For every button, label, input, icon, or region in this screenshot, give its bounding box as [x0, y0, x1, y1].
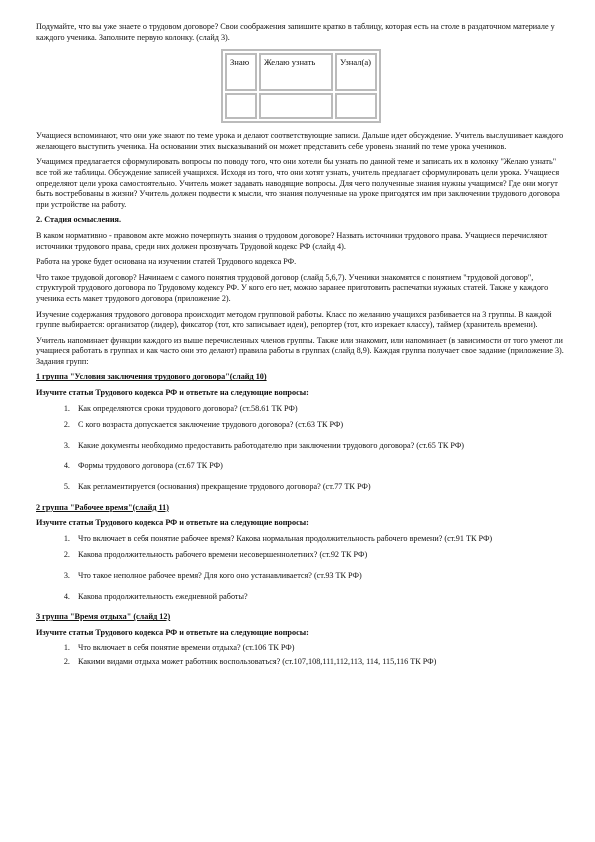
group-instruction: Изучите статьи Трудового кодекса РФ и ответьте на следующие вопросы: — [36, 518, 309, 528]
kwl-cell-empty — [225, 93, 257, 119]
question-item: 3. Что такое неполное рабочее время? Для кого оно устанавливается? (ст.93 ТК РФ) — [72, 571, 566, 582]
question-list — [36, 643, 566, 667]
paragraph: Работа на уроке будет основана на изучении статей Трудового кодекса РФ. — [36, 257, 297, 267]
kwl-table — [221, 49, 381, 123]
group-instruction: Изучите статьи Трудового кодекса РФ и ответьте на следующие вопросы: — [36, 388, 309, 398]
paragraph: Учащимся предлагается сформулировать вопросы по поводу того, что они хотели бы узнать по данной теме и записать их в колонку "Желаю узнать" все той же таблицы. Обсуждение записей учащихся. Исходя из того, что они хотят узнать, учитель предлагает сформулировать цели урока. Учащиеся определяют цели урока самостоятельно. Учитель может задавать наводящие вопросы. Для чего полученные знания нужны учащимся? Где они могут быть востребованы в жизни? Учитель должен подвести к мысли, что знания полученные на уроке пригодятся им при заключении трудового договора при устройстве на работу. — [36, 157, 560, 209]
question-item: 2. Какова продолжительность рабочего времени несовершеннолетних? (ст.92 ТК РФ) — [72, 550, 566, 561]
paragraph: Что такое трудовой договор? Начинаем с самого понятия трудовой договор (слайд 5,6,7). Ученики знакомятся с понятием "трудовой договор", структурой трудового договора по Трудовому кодексу РФ. У кого его нет, можно заранее приготовить распечатки нужных статей. Также у каждого ученика есть макет трудового договора (приложение 2). — [36, 272, 549, 303]
instruction-text: Изучите статьи Трудового кодекса РФ и ответьте на следующие вопросы — [36, 388, 307, 398]
kwl-table-wrap — [36, 49, 566, 123]
question-list — [36, 534, 566, 602]
paragraph: Изучение содержания трудового договора происходит методом групповой работы. Класс по желанию учащихся разбивается на 3 группы. В каждой группе выбирается: организатор (лидер), фиксатор (тот, кто записывает идеи), репортер (тот, кто изрекает классу), таймер (хранитель времени). — [36, 309, 552, 330]
question-item: 2. Какими видами отдыха может работник воспользоваться? (ст.107,108,111,112,113, 114, 115,116 ТК РФ) — [72, 657, 566, 668]
kwl-cell-empty — [259, 93, 333, 119]
question-item: 1. Что включает в себя понятие времени отдыха? (ст.106 ТК РФ) — [72, 643, 566, 654]
kwl-cell-empty — [335, 93, 377, 119]
question-item: 2. С кого возраста допускается заключение трудового договора? (ст.63 ТК РФ) — [72, 420, 566, 431]
kwl-header-want: Желаю узнать — [259, 53, 333, 91]
paragraph: Учитель напоминает функции каждого из выше перечисленных членов группы. Также или знакомит, или напоминает (в зависимости от того умеют ли учащиеся работать в группах и как часто они это делают) правила работы в группах (слайд 8,9). Каждая группа получает свое задание (приложение 3). Задания групп: — [36, 335, 564, 366]
paragraph: В каком нормативно - правовом акте можно почерпнуть знания о трудовом договоре? Назвать источники трудового права. Учащиеся перечисляют источники трудового права, среди них должен прозвучать Трудовой кодекс РФ (слайд 4). — [36, 230, 548, 251]
group-title: 1 группа "Условия заключения трудового договора"(слайд 10) — [36, 372, 267, 382]
kwl-header-learned: Узнал(а) — [335, 53, 377, 91]
question-item: 1. Как определяются сроки трудового договора? (ст.58.61 ТК РФ) — [72, 404, 566, 415]
question-item: 3. Какие документы необходимо предоставить работодателю при заключении трудового договора? (ст.65 ТК РФ) — [72, 441, 566, 452]
question-item: 4. Формы трудового договора (ст.67 ТК РФ) — [72, 461, 566, 472]
question-list — [36, 404, 566, 493]
question-item: 4. Какова продолжительность ежедневной работы? — [72, 592, 566, 603]
group-title: 3 группа "Время отдыха" (слайд 12) — [36, 612, 171, 622]
paragraph: Учащиеся вспоминают, что они уже знают по теме урока и делают соответствующие записи. Дальше идет обсуждение. Учитель выслушивает каждого желающего выступить ученика. На основании этих высказываний он может представить себе уровень знаний по теме урока учеников. — [36, 131, 564, 151]
group-title: 2 группа "Рабочее время"(слайд 11) — [36, 502, 169, 512]
instruction-text: Изучите статьи Трудового кодекса РФ и ответьте на следующие вопросы — [36, 518, 307, 528]
question-item: 5. Как регламентируется (основания) прекращение трудового договора? (ст.77 ТК РФ) — [72, 482, 566, 493]
kwl-header-know: Знаю — [225, 53, 257, 91]
document-page — [36, 22, 566, 674]
intro-paragraph: Подумайте, что вы уже знаете о трудовом договоре? Свои соображения запишите кратко в таблицу, которая есть на столе в раздаточном материале у каждого ученика. Заполните первую колонку. (слайд 3). — [36, 22, 555, 42]
stage-heading: 2. Стадия осмысления. — [36, 215, 122, 225]
group-instruction: Изучите статьи Трудового кодекса РФ и ответьте на следующие вопросы: — [36, 627, 309, 637]
question-item: 1. Что включает в себя понятие рабочее время? Какова нормальная продолжительность рабочего времени? (ст.91 ТК РФ) — [72, 534, 566, 545]
instruction-text: Изучите статьи Трудового кодекса РФ и ответьте на следующие вопросы — [36, 627, 307, 637]
